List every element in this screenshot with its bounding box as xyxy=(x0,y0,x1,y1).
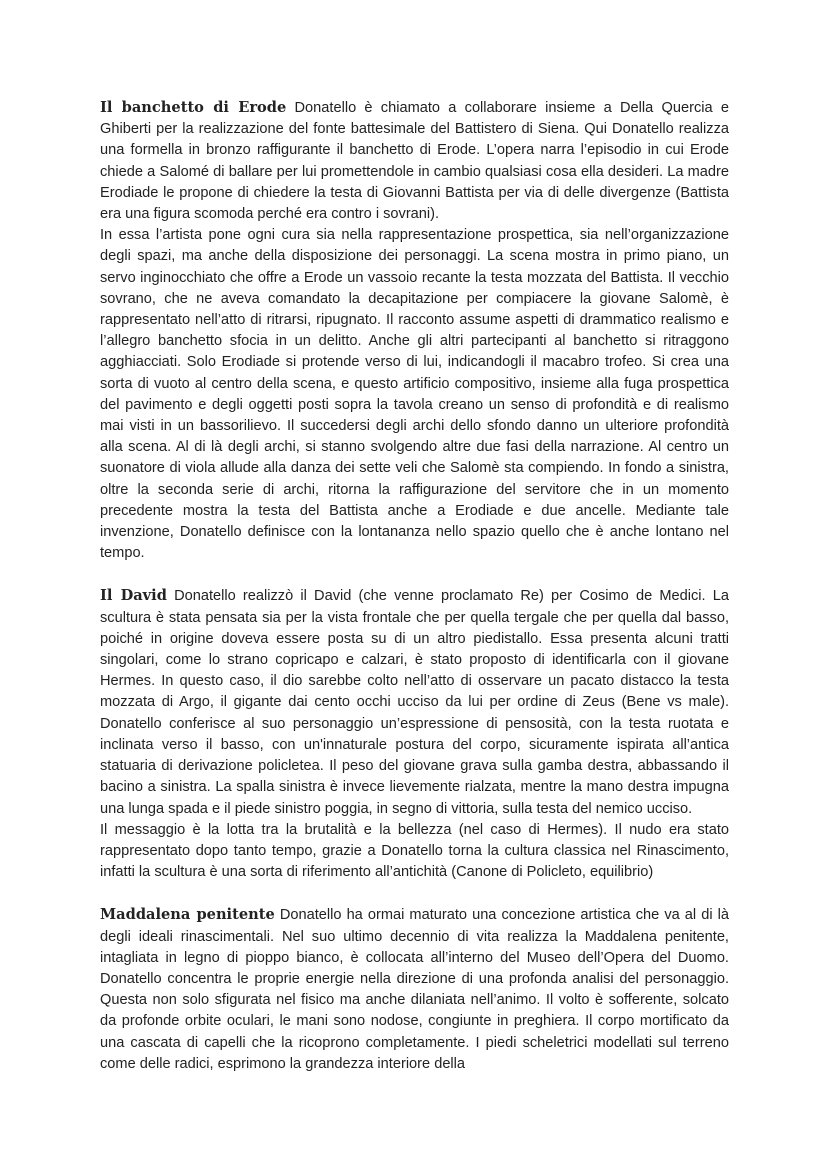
section-banchetto-di-erode xyxy=(100,97,729,564)
section-maddalena-penitente xyxy=(100,904,729,1075)
paragraph xyxy=(100,820,729,884)
paragraph-text: Donatello realizzò il David (che venne proclamato Re) per Cosimo de Medici. La scultura è stata pensata sia per la vista frontale che per quella tergale che per quella dal basso, poiché in origine doveva essere posta su di un altro piedistallo. Essa presenta alcuni tratti singolari, come lo strano copricapo e calzari, è stato proposto di identificarla con il giovane Hermes. In questo caso, il dio sarebbe colto nell’atto di osservare un pacato distacco la testa mozzata di Argo, il gigante dai cento occhi ucciso da lui per ordine di Zeus (Bene vs male). Donatello conferisce al suo personaggio un’espressione di pensosità, con la testa ruotata e inclinata verso il basso, con un'innaturale postura del corpo, sicuramente ispirata all’antica statuaria di derivazione policletea. Il peso del giovane grava sulla gamba destra, abbassando il bacino a sinistra. La spalla sinistra è invece lievemente rialzata, mentre la mano destra impugna una lunga spada e il piede sinistro poggia, in segno di vittoria, sulla testa del nemico ucciso. xyxy=(100,588,729,817)
section-heading: Maddalena penitente xyxy=(100,906,275,924)
section-spacer xyxy=(100,883,729,904)
section-david xyxy=(100,585,729,883)
section-heading: Il banchetto di Erode xyxy=(100,99,287,116)
section-heading: Il David xyxy=(100,587,167,605)
paragraph-text: Donatello è chiamato a collaborare insieme a Della Quercia e Ghiberti per la realizzazione del fonte battesimale del Battistero di Siena. Qui Donatello realizza una formella in bronzo raffigurante il banchetto di Erode. L’opera narra l’episodio in cui Erode chiede a Salomé di ballare per lui promettendole in cambio qualsiasi cosa ella desideri. La madre Erodiade le propone di chiedere la testa di Giovanni Battista per via di delle divergenze (Battista era una figura scomoda perché era contro i sovrani). xyxy=(100,100,729,223)
paragraph xyxy=(100,904,729,1075)
paragraph-text: Donatello ha ormai maturato una concezione artistica che va al di là degli ideali rinascimentali. Nel suo ultimo decennio di vita realizza la Maddalena penitente, intagliata in legno di pioppo bianco, è collocata all’interno del Museo dell’Opera del Duomo. Donatello concentra le proprie energie nella direzione di una profonda analisi del personaggio. Questa non solo sfigurata nel fisico ma anche dilaniata nell’animo. Il volto è sofferente, solcato da profonde orbite oculari, le mani sono nodose, congiunte in preghiera. Il corpo mortificato da una cascata di capelli che la ricoprono completamente. I piedi scheletrici modellati sul terreno come delle radici, esprimono la grandezza interiore della xyxy=(100,907,730,1072)
paragraph-text: In essa l’artista pone ogni cura sia nella rappresentazione prospettica, sia nell’organizzazione degli spazi, ma anche della disposizione dei personaggi. La scena mostra in primo piano, un servo inginocchiato che offre a Erode un vassoio recante la testa mozzata del Battista. Il vecchio sovrano, che ne aveva comandato la decapitazione per compiacere la giovane Salomè, è rappresentato nell’atto di ritrarsi, ripugnato. Il racconto assume aspetti di drammatico realismo e l’allegro banchetto sfocia in un delitto. Anche gli altri partecipanti al banchetto si ritraggono agghiacciati. Solo Erodiade si protende verso di lui, indicandogli il macabro trofeo. Si crea una sorta di vuoto al centro della scena, e questo artificio compositivo, insieme alla fuga prospettica del pavimento e degli oggetti posti sopra la tavola creano un senso di profondità e di realismo mai visti in un bassorilievo. Il succedersi degli archi dello sfondo danno un ulteriore profondità alla scena. Al di là degli archi, si stanno svolgendo altre due fasi della narrazione. Al centro un suonatore di viola allude alla danza dei sette veli che Salomè sta compiendo. In fondo a sinistra, oltre la seconda serie di archi, ritorna la raffigurazione del servitore che in un momento precedente mostra la testa del Battista anche a Erodiade e due ancelle. Mediante tale invenzione, Donatello definisce con la lontananza nello spazio quello che è anche lontano nel tempo. xyxy=(100,227,729,562)
paragraph-text: Il messaggio è la lotta tra la brutalità e la bellezza (nel caso di Hermes). Il nudo era stato rappresentato dopo tanto tempo, grazie a Donatello torna la cultura classica nel Rinascimento, infatti la scultura è una sorta di riferimento all’antichità (Canone di Policleto, equilibrio) xyxy=(100,821,729,881)
paragraph xyxy=(100,97,729,225)
section-spacer xyxy=(100,564,729,585)
paragraph xyxy=(100,225,729,564)
paragraph xyxy=(100,585,729,819)
